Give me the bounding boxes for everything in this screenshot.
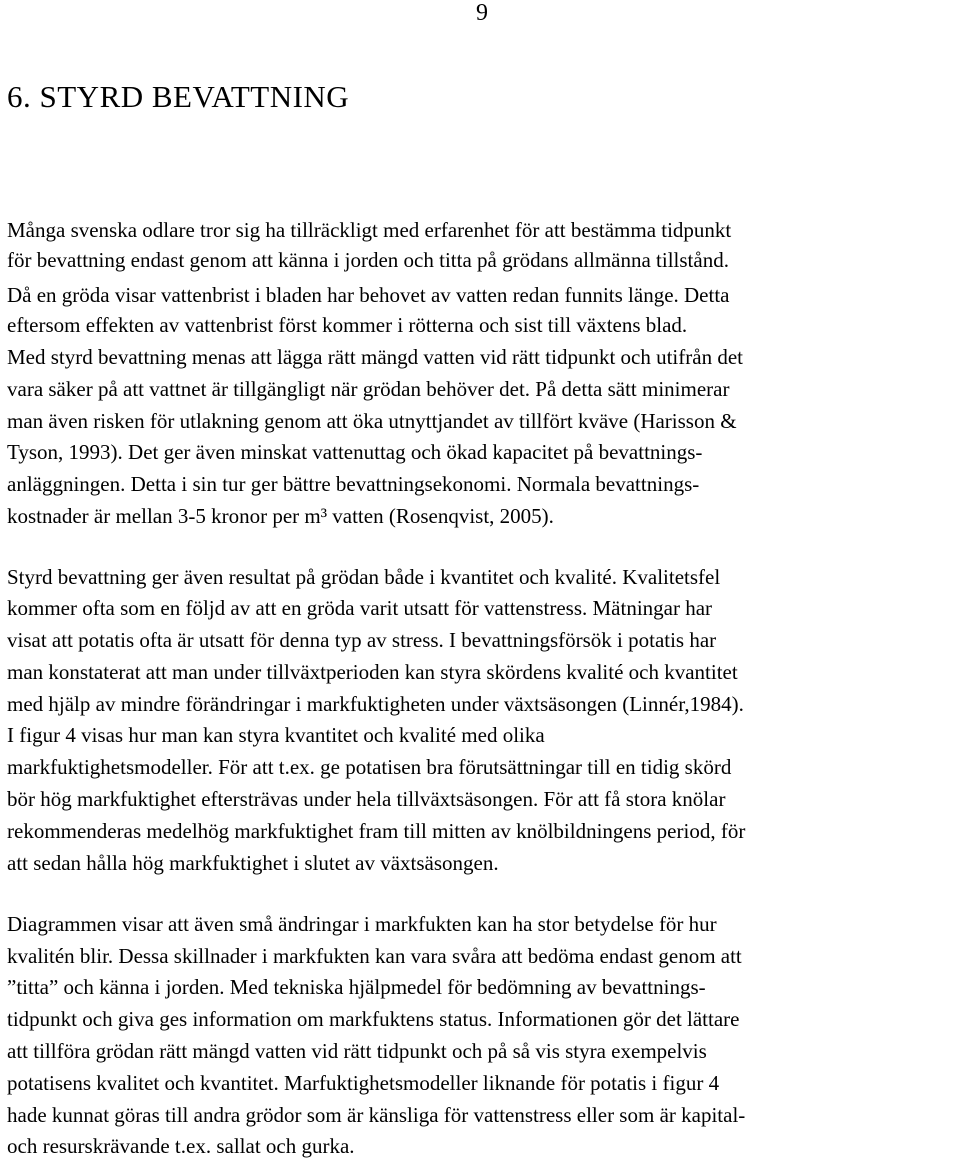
text-line: Styrd bevattning ger även resultat på grödan både i kvantitet och kvalité. Kvalitetsfel — [7, 565, 721, 589]
text-line: anläggningen. Detta i sin tur ger bättre bevattningsekonomi. Normala bevattnings- — [7, 472, 700, 496]
text-line: Många svenska odlare tror sig ha tillräckligt med erfarenhet för att bestämma tidpunkt — [7, 218, 732, 242]
text-line: eftersom effekten av vattenbrist först kommer i rötterna och sist till växtens blad. — [7, 313, 688, 337]
text-line: vara säker på att vattnet är tillgängligt när grödan behöver det. På detta sätt minimerar — [7, 377, 730, 401]
text-line: Med styrd bevattning menas att lägga rätt mängd vatten vid rätt tidpunkt och utifrån det — [7, 345, 743, 369]
text-line: att tillföra grödan rätt mängd vatten vid rätt tidpunkt och på så vis styra exempelvis — [7, 1039, 707, 1063]
text-line: man även risken för utlakning genom att öka utnyttjandet av tillfört kväve (Harisson & — [7, 409, 737, 433]
text-line: kvalitén blir. Dessa skillnader i markfukten kan vara svåra att bedöma endast genom att — [7, 944, 742, 968]
text-line: och resurskrävande t.ex. sallat och gurka. — [7, 1134, 355, 1158]
text-line: Då en gröda visar vattenbrist i bladen har behovet av vatten redan funnits länge. Detta — [7, 283, 730, 307]
text-line: markfuktighetsmodeller. För att t.ex. ge potatisen bra förutsättningar till en tidig skörd — [7, 755, 732, 779]
text-line: rekommenderas medelhög markfuktighet fram till mitten av knölbildningens period, för — [7, 819, 746, 843]
text-line: kostnader är mellan 3-5 kronor per m³ vatten (Rosenqvist, 2005). — [7, 504, 554, 528]
text-line: bör hög markfuktighet eftersträvas under hela tillväxtsäsongen. För att få stora knölar — [7, 787, 726, 811]
page-number: 9 — [476, 0, 488, 26]
text-line: visat att potatis ofta är utsatt för denna typ av stress. I bevattningsförsök i potatis har — [7, 628, 717, 652]
text-line: Tyson, 1993). Det ger även minskat vattenuttag och ökad kapacitet på bevattnings- — [7, 440, 703, 464]
text-line: för bevattning endast genom att känna i jorden och titta på grödans allmänna tillstånd. — [7, 248, 729, 272]
text-line: kommer ofta som en följd av att en gröda varit utsatt för vattenstress. Mätningar har — [7, 596, 713, 620]
text-line: I figur 4 visas hur man kan styra kvantitet och kvalité med olika — [7, 723, 545, 747]
text-line: ”titta” och känna i jorden. Med tekniska hjälpmedel för bedömning av bevattnings- — [7, 975, 706, 999]
text-line: potatisens kvalitet och kvantitet. Marfuktighetsmodeller liknande för potatis i figur 4 — [7, 1071, 720, 1095]
text-line: med hjälp av mindre förändringar i markfuktigheten under växtsäsongen (Linnér,1984). — [7, 692, 744, 716]
text-line: hade kunnat göras till andra grödor som är känsliga för vattenstress eller som är kapital- — [7, 1103, 746, 1127]
text-line: man konstaterat att man under tillväxtperioden kan styra skördens kvalité och kvantitet — [7, 660, 738, 684]
section-heading: 6. STYRD BEVATTNING — [7, 79, 350, 114]
text-line: tidpunkt och giva ges information om markfuktens status. Informationen gör det lättare — [7, 1007, 740, 1031]
text-line: att sedan hålla hög markfuktighet i slutet av växtsäsongen. — [7, 851, 499, 875]
text-line: Diagrammen visar att även små ändringar i markfukten kan ha stor betydelse för hur — [7, 912, 717, 936]
